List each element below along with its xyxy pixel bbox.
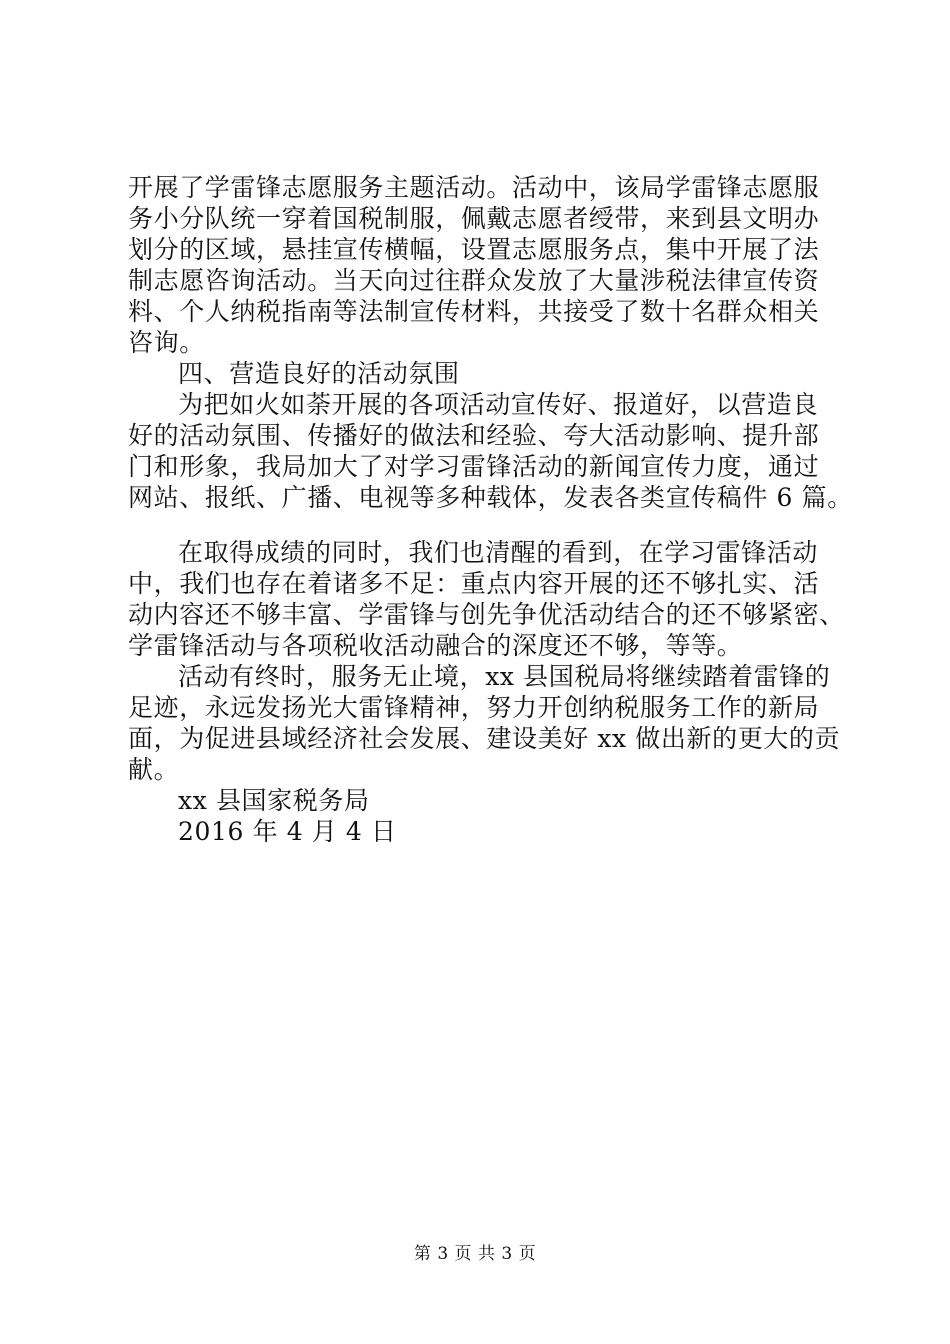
body-line: 学雷锋活动与各项税收活动融合的深度还不够，等等。: [128, 631, 743, 660]
body-line: 好的活动氛围、传播好的做法和经验、夸大活动影响、提升部: [128, 421, 820, 450]
body-line: 制志愿咨询活动。当天向过往群众发放了大量涉税法律宣传资: [128, 266, 820, 295]
body-line: 为把如火如荼开展的各项活动宣传好、报道好，以营造良: [178, 390, 819, 419]
body-line: 料、个人纳税指南等法制宣传材料，共接受了数十名群众相关: [128, 297, 820, 326]
body-line: 献。: [128, 755, 180, 784]
date: 2016 年 4 月 4 日: [178, 817, 397, 846]
body-line: 动内容还不够丰富、学雷锋与创先争优活动结合的还不够紧密、: [128, 600, 845, 629]
body-line: 网站、报纸、广播、电视等多种载体，发表各类宣传稿件 6 篇。: [128, 483, 853, 512]
body-line: 在取得成绩的同时，我们也清醒的看到，在学习雷锋活动: [178, 538, 819, 567]
body-line: 划分的区域，悬挂宣传横幅，设置志愿服务点，集中开展了法: [128, 235, 820, 264]
signature: xx 县国家税务局: [178, 786, 370, 815]
document-body: [128, 172, 853, 847]
page-footer: 第 3 页 共 3 页: [413, 1244, 537, 1264]
body-line: 中，我们也存在着诸多不足：重点内容开展的还不够扎实、活: [128, 569, 820, 598]
body-line: 咨询。: [128, 328, 205, 357]
body-line: 活动有终时，服务无止境，xx 县国税局将继续踏着雷锋的: [178, 662, 831, 691]
body-line: 务小分队统一穿着国税制服，佩戴志愿者绶带，来到县文明办: [128, 204, 820, 233]
body-line: 足迹，永远发扬光大雷锋精神，努力开创纳税服务工作的新局: [128, 693, 820, 722]
paragraph-gap: [128, 513, 848, 537]
body-line: 开展了学雷锋志愿服务主题活动。活动中，该局学雷锋志愿服: [128, 173, 820, 202]
body-line: 门和形象，我局加大了对学习雷锋活动的新闻宣传力度，通过: [128, 452, 820, 481]
section-heading: 四、营造良好的活动氛围: [178, 359, 460, 388]
body-line: 面，为促进县域经济社会发展、建设美好 xx 做出新的更大的贡: [128, 724, 841, 753]
